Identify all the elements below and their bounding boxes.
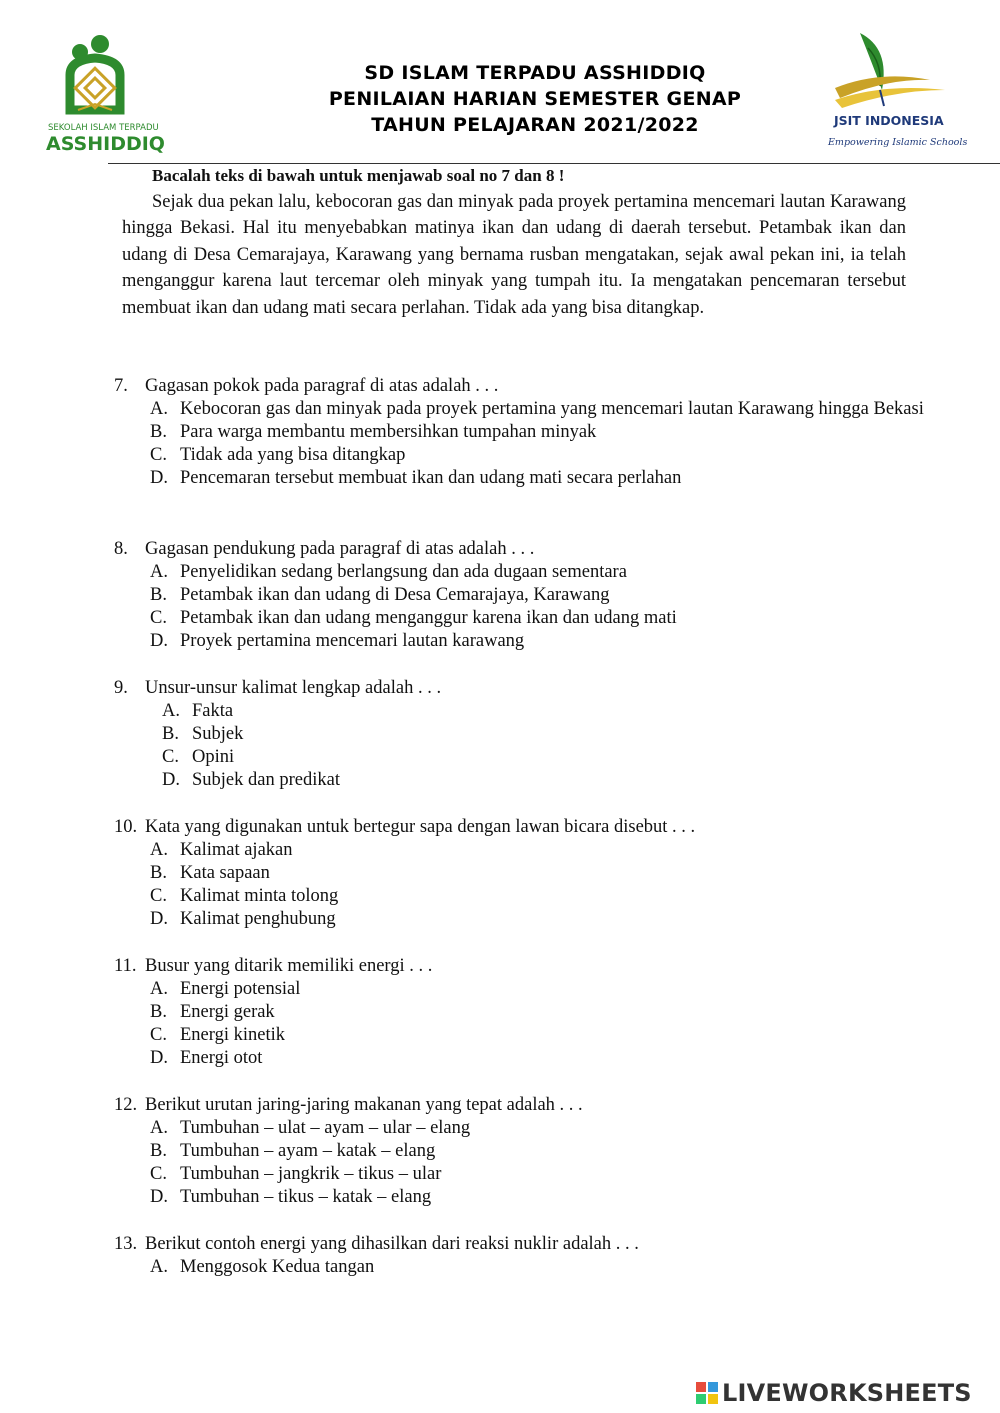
option-letter: B. xyxy=(150,422,167,442)
option-letter: B. xyxy=(150,585,167,605)
question-13 xyxy=(114,1233,964,1279)
answer-option[interactable] xyxy=(114,444,964,467)
option-text: Opini xyxy=(192,747,235,767)
question-text: Gagasan pendukung pada paragraf di atas adalah . . . xyxy=(145,539,535,559)
school-name: SD ISLAM TERPADU ASSHIDDIQ xyxy=(364,62,706,84)
jsit-name-text: JSIT INDONESIA xyxy=(834,113,944,128)
question-9 xyxy=(114,677,964,792)
answer-option[interactable] xyxy=(114,1163,964,1186)
option-text: Menggosok Kedua tangan xyxy=(180,1257,375,1277)
question-12 xyxy=(114,1094,964,1209)
header-titles xyxy=(230,60,840,138)
option-letter: D. xyxy=(150,1187,168,1207)
answer-option[interactable] xyxy=(114,584,964,607)
option-letter: B. xyxy=(150,1002,167,1022)
option-text: Tumbuhan – jangkrik – tikus – ular xyxy=(180,1164,442,1184)
option-letter: A. xyxy=(150,562,168,582)
question-text: Busur yang ditarik memiliki energi . . . xyxy=(145,956,433,976)
asshiddiq-logo xyxy=(40,30,185,155)
logo-tagline-text: SEKOLAH ISLAM TERPADU xyxy=(48,123,159,133)
option-text: Petambak ikan dan udang menganggur karena ikan dan udang mati xyxy=(180,608,677,628)
liveworksheets-logo-icon xyxy=(696,1382,718,1404)
option-letter: D. xyxy=(150,909,168,929)
answer-option[interactable] xyxy=(114,862,964,885)
question-number: 8. xyxy=(114,539,128,559)
answer-option[interactable] xyxy=(114,561,964,584)
question-text: Berikut contoh energi yang dihasilkan dari reaksi nuklir adalah . . . xyxy=(145,1234,639,1254)
question-text: Unsur-unsur kalimat lengkap adalah . . . xyxy=(145,678,442,698)
question-number: 7. xyxy=(114,376,128,396)
option-text: Energi kinetik xyxy=(180,1025,285,1045)
option-letter: C. xyxy=(150,608,167,628)
answer-option[interactable] xyxy=(114,398,964,421)
jsit-indonesia-logo xyxy=(820,28,970,153)
answer-option[interactable] xyxy=(114,978,964,1001)
option-text: Kebocoran gas dan minyak pada proyek pertamina yang mencemari lautan Karawang hingga Bekasi xyxy=(180,399,924,419)
option-letter: C. xyxy=(150,445,167,465)
option-letter: A. xyxy=(162,701,180,721)
question-number: 11. xyxy=(114,956,137,976)
question-10 xyxy=(114,816,964,931)
question-text: Gagasan pokok pada paragraf di atas adalah . . . xyxy=(145,376,499,396)
option-letter: B. xyxy=(162,724,179,744)
option-text: Para warga membantu membersihkan tumpahan minyak xyxy=(180,422,597,442)
answer-option[interactable] xyxy=(114,1024,964,1047)
option-letter: A. xyxy=(150,979,168,999)
option-letter: A. xyxy=(150,1118,168,1138)
option-letter: B. xyxy=(150,863,167,883)
option-letter: A. xyxy=(150,1257,168,1277)
answer-option[interactable] xyxy=(114,839,964,862)
option-text: Pencemaran tersebut membuat ikan dan udang mati secara perlahan xyxy=(180,468,682,488)
option-letter: B. xyxy=(150,1141,167,1161)
reading-passage: Sejak dua pekan lalu, kebocoran gas dan minyak pada proyek pertamina mencemari lautan Karawang hingga Bekasi. Hal itu menyebabkan matinya ikan dan udang di daerah tersebut. Petambak ikan dan udang di Desa Cemarajaya, Karawang yang bernama rusban mengatakan, sejak awal pekan ini, ia telah menganggur karena laut tercemar oleh minyak yang tumpah itu. Ia mengatakan pencemaran tersebut membuat ikan dan udang mati secara perlahan. Tidak ada yang bisa ditangkap. xyxy=(122,192,906,318)
answer-option[interactable] xyxy=(114,769,964,792)
answer-option[interactable] xyxy=(114,1186,964,1209)
option-text: Fakta xyxy=(192,701,234,721)
page-header xyxy=(0,0,1000,165)
answer-option[interactable] xyxy=(114,723,964,746)
answer-option[interactable] xyxy=(114,607,964,630)
option-text: Energi potensial xyxy=(180,979,301,999)
option-letter: D. xyxy=(162,770,180,790)
answer-option[interactable] xyxy=(114,1001,964,1024)
option-letter: D. xyxy=(150,1048,168,1068)
option-text: Kalimat penghubung xyxy=(180,909,336,929)
answer-option[interactable] xyxy=(114,885,964,908)
question-number: 10. xyxy=(114,817,138,837)
option-text: Kalimat minta tolong xyxy=(180,886,339,906)
option-text: Penyelidikan sedang berlangsung dan ada dugaan sementara xyxy=(180,562,627,582)
option-text: Proyek pertamina mencemari lautan karawang xyxy=(180,631,525,651)
question-number: 12. xyxy=(114,1095,138,1115)
option-letter: A. xyxy=(150,840,168,860)
exam-title: PENILAIAN HARIAN SEMESTER GENAP xyxy=(328,88,742,110)
option-letter: C. xyxy=(150,886,167,906)
liveworksheets-watermark xyxy=(696,1378,972,1408)
option-text: Tumbuhan – ayam – katak – elang xyxy=(180,1141,436,1161)
header-divider xyxy=(108,163,1000,164)
option-letter: D. xyxy=(150,468,168,488)
answer-option[interactable] xyxy=(114,421,964,444)
question-7 xyxy=(114,375,964,490)
option-letter: A. xyxy=(150,399,168,419)
option-text: Petambak ikan dan udang di Desa Cemarajaya, Karawang xyxy=(180,585,610,605)
logo-name-text: ASSHIDDIQ xyxy=(46,133,165,155)
reading-instruction: Bacalah teks di bawah untuk menjawab soal no 7 dan 8 ! xyxy=(152,166,565,185)
option-text: Tumbuhan – ulat – ayam – ular – elang xyxy=(180,1118,471,1138)
answer-option[interactable] xyxy=(114,908,964,931)
question-text: Berikut urutan jaring-jaring makanan yang tepat adalah . . . xyxy=(145,1095,583,1115)
question-number: 9. xyxy=(114,678,128,698)
question-text: Kata yang digunakan untuk bertegur sapa dengan lawan bicara disebut . . . xyxy=(145,817,696,837)
question-number: 13. xyxy=(114,1234,138,1254)
option-text: Subjek xyxy=(192,724,244,744)
liveworksheets-brand: LIVEWORKSHEETS xyxy=(722,1379,972,1407)
option-text: Tidak ada yang bisa ditangkap xyxy=(180,445,406,465)
option-letter: C. xyxy=(150,1025,167,1045)
answer-option[interactable] xyxy=(114,630,964,653)
option-text: Energi otot xyxy=(180,1048,263,1068)
option-text: Energi gerak xyxy=(180,1002,275,1022)
answer-option[interactable] xyxy=(114,746,964,769)
answer-option[interactable] xyxy=(114,1256,964,1279)
option-text: Tumbuhan – tikus – katak – elang xyxy=(180,1187,432,1207)
answer-option[interactable] xyxy=(114,1140,964,1163)
answer-option[interactable] xyxy=(114,700,964,723)
jsit-slogan-text: Empowering Islamic Schools xyxy=(828,137,968,148)
question-8 xyxy=(114,538,964,653)
option-text: Kata sapaan xyxy=(180,863,270,883)
option-letter: C. xyxy=(150,1164,167,1184)
option-text: Subjek dan predikat xyxy=(192,770,340,790)
academic-year: TAHUN PELAJARAN 2021/2022 xyxy=(371,114,699,136)
option-letter: D. xyxy=(150,631,168,651)
answer-option[interactable] xyxy=(114,1117,964,1140)
answer-option[interactable] xyxy=(114,1047,964,1070)
option-letter: C. xyxy=(162,747,179,767)
option-text: Kalimat ajakan xyxy=(180,840,293,860)
answer-option[interactable] xyxy=(114,467,964,490)
question-11 xyxy=(114,955,964,1070)
